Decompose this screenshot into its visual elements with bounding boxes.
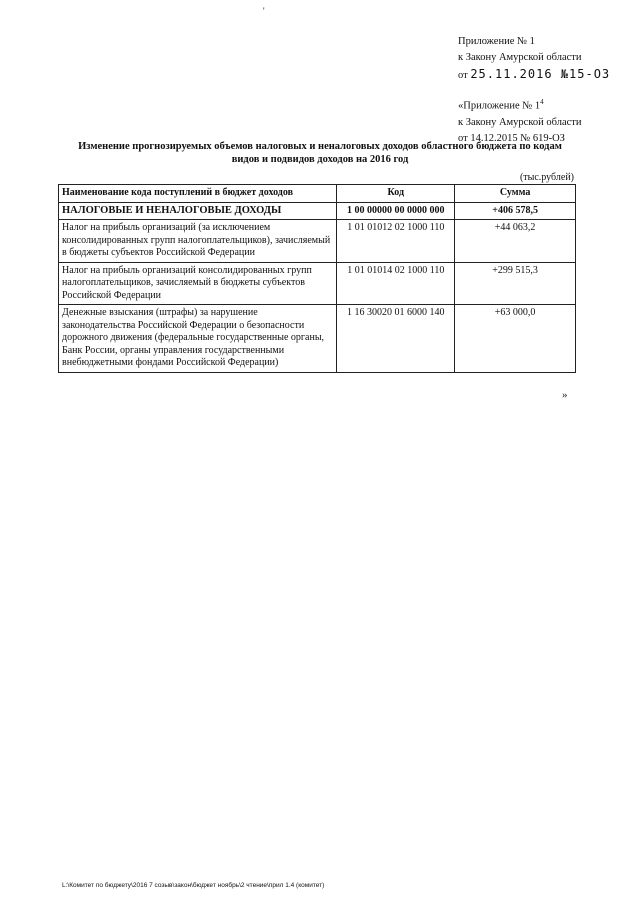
top-page-mark: ': [263, 6, 265, 16]
row-sum: +299 515,3: [455, 262, 576, 305]
annex-1-title: Приложение № 1: [458, 36, 535, 47]
annex-1-date-stamp: 25.11.2016 №15-ОЗ: [470, 67, 611, 81]
annex-2-title-superscript: 4: [540, 98, 544, 106]
row-code: 1 16 30020 01 6000 140: [337, 305, 455, 373]
annex-1-date-prefix: от: [458, 70, 468, 81]
row-name: НАЛОГОВЫЕ И НЕНАЛОГОВЫЕ ДОХОДЫ: [59, 202, 337, 220]
header-sum: Сумма: [455, 185, 576, 203]
header-code: Код: [337, 185, 455, 203]
row-sum: +44 063,2: [455, 220, 576, 263]
row-code: 1 00 00000 00 0000 000: [337, 202, 455, 220]
row-code: 1 01 01012 02 1000 110: [337, 220, 455, 263]
annex-2-title: [458, 94, 628, 115]
row-sum: +63 000,0: [455, 305, 576, 373]
annex-2-date-line: от 14.12.2015 № 619-ОЗ: [458, 132, 565, 144]
table-row: [59, 220, 576, 263]
income-changes-table: [58, 184, 576, 373]
annex-1-law-reference: к Закону Амурской области: [458, 52, 582, 63]
table-row: [59, 305, 576, 373]
annex-2-title-text: «Приложение № 1: [458, 100, 541, 112]
header-name: Наименование кода поступлений в бюджет доходов: [59, 185, 337, 203]
unit-label: (тыс.рублей): [519, 172, 574, 183]
row-sum: +406 578,5: [455, 202, 576, 220]
row-name: Денежные взыскания (штрафы) за нарушение законодательства Российской Федерации о безопасности дорожного движения (федеральные государственные органы, Банк России, органы управления государственными внебюджетными фондами Российской Федерации): [59, 305, 337, 373]
table-row-total: [59, 202, 576, 220]
footer-file-path: L:\Комитет по бюджету\2016 7 созыв\закон\бюджет ноябрь\2 чтение\прил 1.4 (комитет): [62, 882, 325, 889]
row-name: Налог на прибыль организаций (за исключением консолидированных групп налогоплательщиков), зачисляемый в бюджеты субъектов Российской Федерации: [59, 220, 337, 263]
table-row: [59, 262, 576, 305]
table-header-row: [59, 185, 576, 203]
annex-1-header: [458, 34, 628, 84]
annex-2-law-reference: к Закону Амурской области: [458, 116, 582, 128]
row-code: 1 01 01014 02 1000 110: [337, 262, 455, 305]
document-title-line-1: Изменение прогнозируемых объемов налоговых и неналоговых доходов областного бюджета по кодам: [78, 141, 562, 152]
annex-1-date-line: [458, 66, 628, 84]
row-name: Налог на прибыль организаций консолидированных групп налогоплательщиков, зачисляемый в бюджеты субъектов Российской Федерации: [59, 262, 337, 305]
document-title: [60, 140, 580, 166]
document-title-line-2: видов и подвидов доходов на 2016 год: [231, 154, 409, 165]
closing-quote-mark: »: [562, 389, 568, 401]
annex-2-header: [458, 94, 628, 147]
